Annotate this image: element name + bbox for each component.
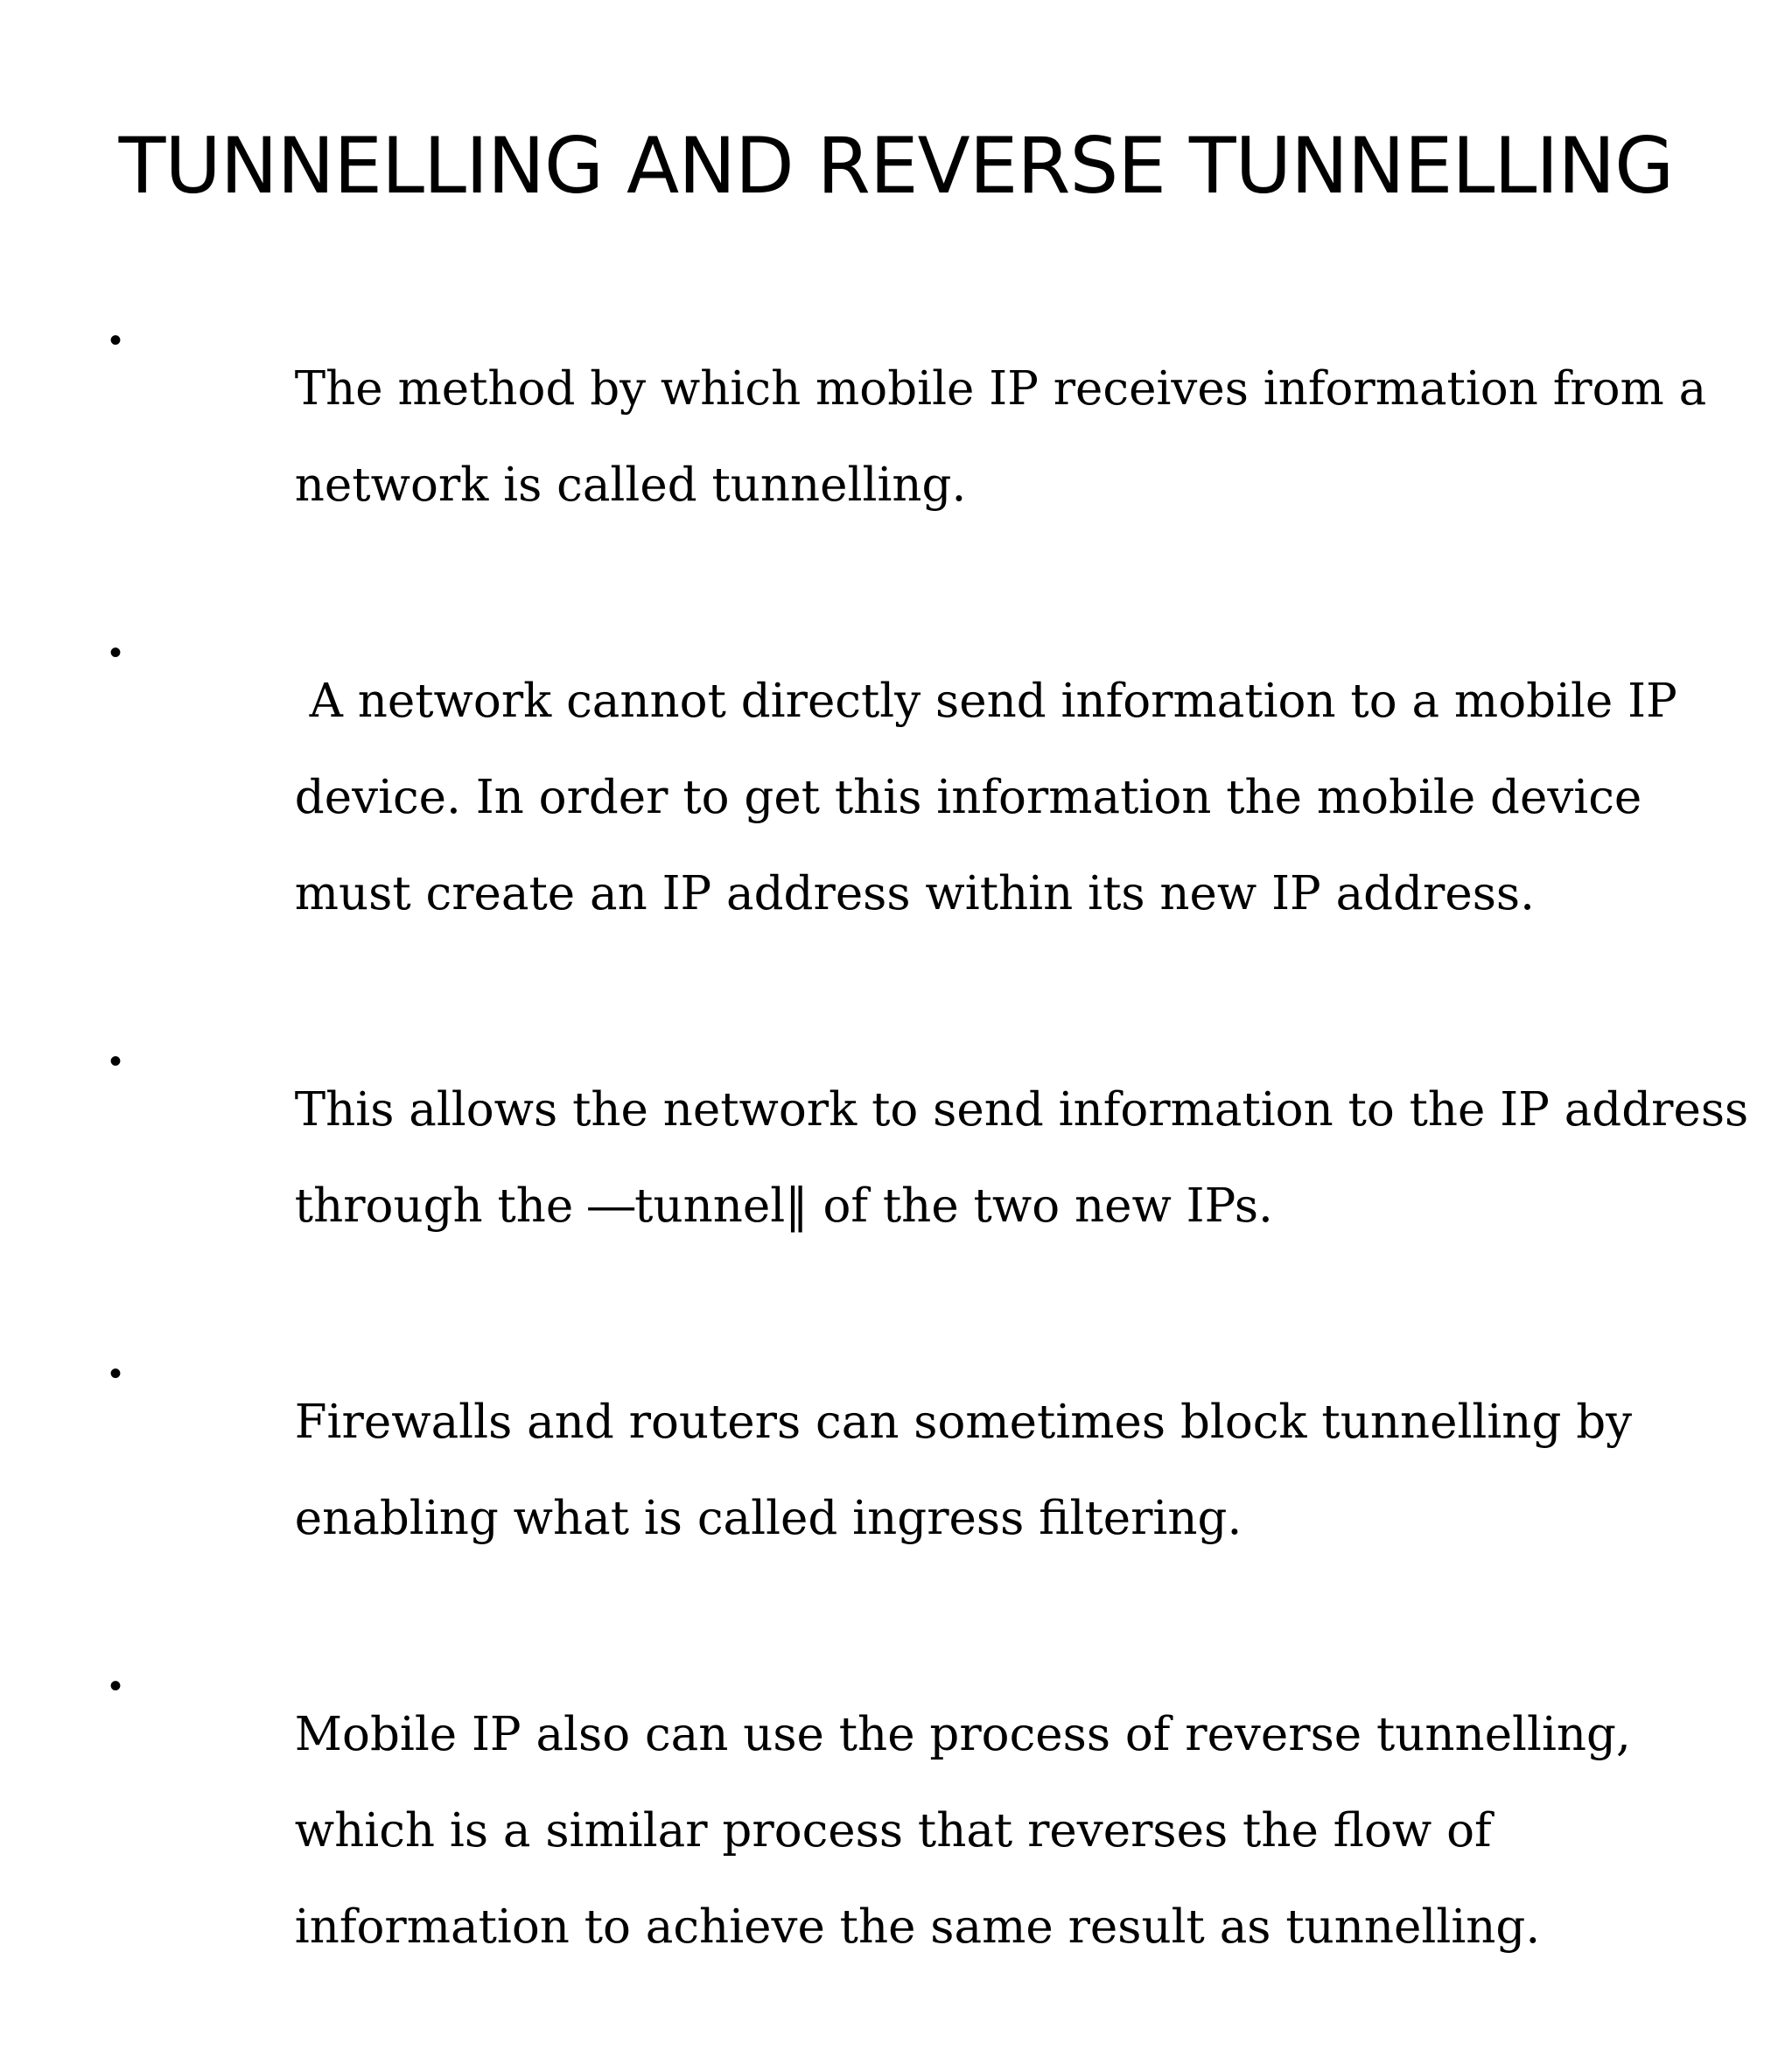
- bullet-text: [177, 1662, 1750, 1999]
- bullet-item: [105, 317, 1750, 557]
- bullet-line: which is a similar process that reverses the flow of: [294, 1804, 1492, 1858]
- bullet-icon: •: [109, 321, 122, 360]
- bullet-item: [105, 629, 1750, 966]
- bullet-icon: •: [109, 1667, 122, 1705]
- bullet-line: Mobile IP also can use the process of reverse tunnelling,: [294, 1708, 1631, 1761]
- bullet-line: device. In order to get this information the mobile device: [294, 771, 1642, 824]
- bullet-text: [177, 1038, 1750, 1278]
- bullet-list: [105, 317, 1750, 2071]
- bullet-text: [177, 629, 1750, 966]
- bullet-line: information to achieve the same result as tunnelling.: [294, 1900, 1541, 1954]
- bullet-item: [105, 1350, 1750, 1591]
- bullet-line: Firewalls and routers can sometimes block tunnelling by: [294, 1396, 1633, 1449]
- bullet-line: must create an IP address within its new IP address.: [294, 867, 1535, 920]
- bullet-icon: •: [109, 1042, 122, 1081]
- bullet-text: [177, 1350, 1750, 1591]
- bullet-line: A network cannot directly send information to a mobile IP: [294, 675, 1677, 728]
- bullet-item: [105, 1038, 1750, 1278]
- bullet-line: enabling what is called ingress filtering.: [294, 1492, 1242, 1545]
- bullet-line: through the ―tunnel‖ of the two new IPs.: [294, 1179, 1273, 1233]
- bullet-item: [105, 1662, 1750, 1999]
- slide-title: TUNNELLING AND REVERSE TUNNELLING: [118, 121, 1674, 211]
- bullet-line: The method by which mobile IP receives information from a: [294, 362, 1707, 416]
- bullet-line: network is called tunnelling.: [294, 458, 967, 512]
- bullet-icon: •: [109, 633, 122, 672]
- bullet-text: [177, 317, 1750, 557]
- bullet-icon: •: [109, 1354, 122, 1393]
- bullet-line: This allows the network to send information to the IP address: [294, 1083, 1749, 1137]
